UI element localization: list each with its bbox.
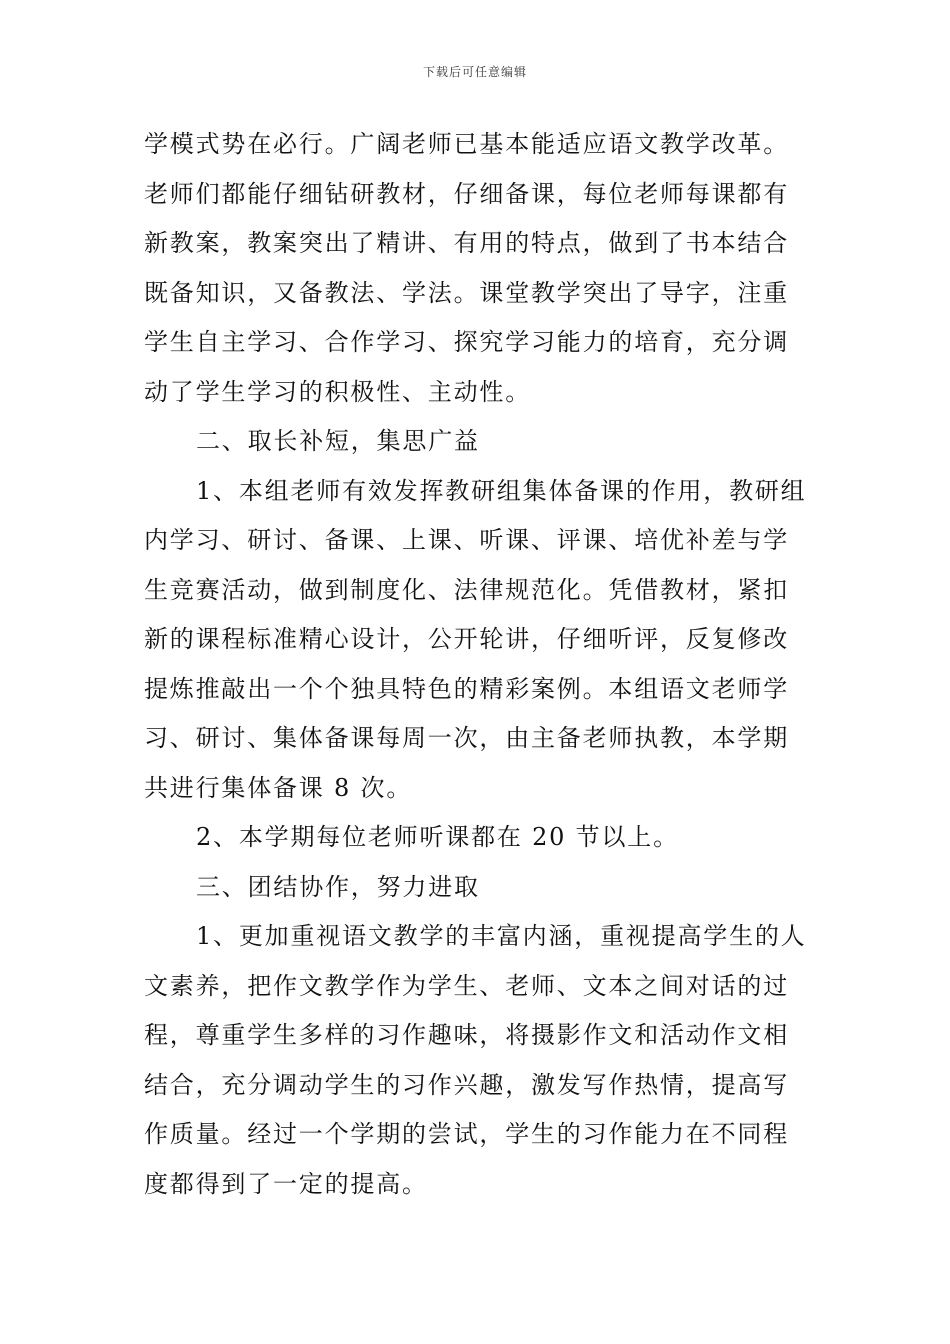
text-line: 三、团结协作，努力进取 [196, 872, 480, 901]
text-line: 度都得到了一定的提高。 [144, 1169, 428, 1198]
text-line: 老师们都能仔细钻研教材，仔细备课，每位老师每课都有 [144, 179, 789, 208]
text-line: 新教案，教案突出了精讲、有用的特点，做到了书本结合 [144, 229, 789, 257]
text-line: 动了学生学习的积极性、主动性。 [144, 377, 531, 406]
text-line: 程，尊重学生多样的习作趣味，将摄影作文和活动作文相 [144, 1021, 789, 1049]
text-line: 1、更加重视语文教学的丰富内涵，重视提高学生的人 [196, 922, 806, 950]
body-text [144, 120, 806, 1209]
text-line: 2、本学期每位老师听课都在 20 节以上。 [196, 823, 679, 851]
page-header: 下载后可任意编辑 [422, 65, 527, 79]
text-line: 学生自主学习、合作学习、探究学习能力的培育，充分调 [144, 328, 789, 356]
text-line: 学模式势在必行。广阔老师已基本能适应语文教学改革。 [144, 130, 789, 158]
text-line: 文素养，把作文教学作为学生、老师、文本之间对话的过 [144, 971, 789, 1000]
text-line: 新的课程标准精心设计，公开轮讲，仔细听评，反复修改 [144, 625, 789, 653]
text-line: 内学习、研讨、备课、上课、听课、评课、培优补差与学 [144, 526, 789, 554]
text-line: 习、研讨、集体备课每周一次，由主备老师执教，本学期 [144, 724, 789, 752]
text-line: 二、取长补短，集思广益 [196, 427, 480, 455]
text-line: 结合，充分调动学生的习作兴趣，激发写作热情，提高写 [144, 1070, 789, 1099]
text-line: 作质量。经过一个学期的尝试，学生的习作能力在不同程 [144, 1120, 789, 1148]
text-line: 共进行集体备课 8 次。 [144, 773, 413, 802]
text-line: 提炼推敲出一个个独具特色的精彩案例。本组语文老师学 [144, 674, 789, 703]
text-line: 1、本组老师有效发挥教研组集体备课的作用，教研组 [196, 476, 806, 505]
text-line: 既备知识，又备教法、学法。课堂教学突出了导字，注重 [144, 278, 789, 307]
text-line: 生竞赛活动，做到制度化、法律规范化。凭借教材，紧扣 [144, 575, 789, 604]
